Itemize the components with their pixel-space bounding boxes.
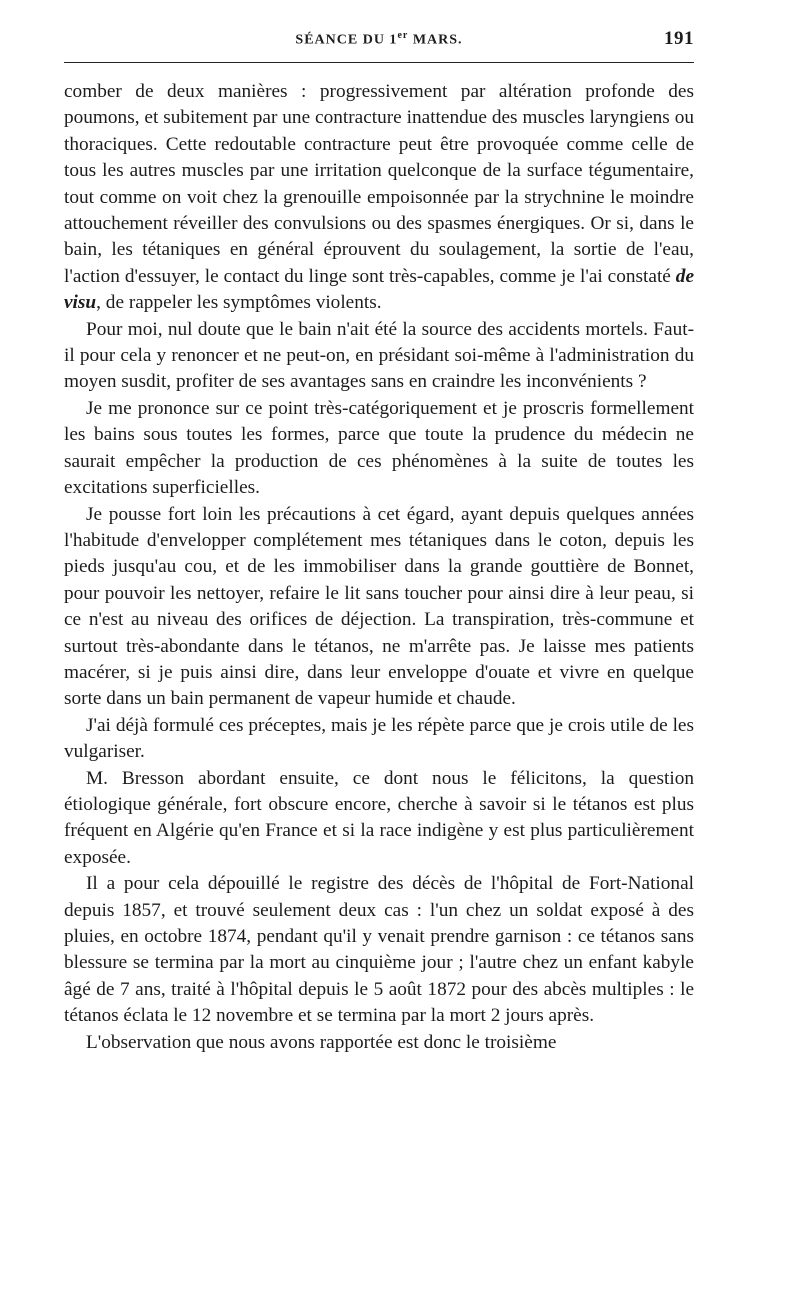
paragraph-8: L'observation que nous avons rapportée est donc le troisième [86, 1031, 557, 1053]
paragraph-5: J'ai déjà formulé ces préceptes, mais je les répète parce que je crois utile de les vulgariser. [64, 714, 694, 763]
body-text [64, 79, 694, 1056]
paragraph-4: Je pousse fort loin les précautions à cet égard, ayant depuis quelques années l'habitude d'envelopper complétement mes tétaniques dans le coton, depuis les pieds jusqu'au cou, et de les immobiliser dans la grande gouttière de Bonnet, pour pouvoir les nettoyer, refaire le lit sans toucher pour ainsi dire à leur peau, si ce n'est au niveau des orifices de déjection. La transpiration, très-commune et surtout très-abondante dans le tétanos, ne m'arrête pas. Je laisse mes patients macérer, si je puis ainsi dire, dans leur enveloppe d'ouate et vivre en quelque sorte dans un bain permanent de vapeur humide et chaude. [64, 503, 694, 710]
header-divider [64, 62, 694, 63]
paragraph-7: Il a pour cela dépouillé le registre des décès de l'hôpital de Fort-National depuis 1857, et trouvé seulement deux cas : l'un chez un soldat exposé à des pluies, en octobre 1874, pendant qu'il y venait prendre garnison : ce tétanos sans blessure se termina par la mort au cinquième jour ; l'autre chez un enfant kabyle âgé de 7 ans, traité à l'hôpital depuis le 5 août 1872 pour des abcès multiples : le tétanos éclata le 12 novembre et se termina par la mort 2 jours après. [64, 873, 694, 1027]
paragraph-6: M. Bresson abordant ensuite, ce dont nous le félicitons, la question étiologique générale, fort obscure encore, cherche à savoir si le tétanos est plus fréquent en Algérie qu'en France et si la race indigène y est plus particulièrement exposée. [64, 767, 694, 868]
running-header [64, 26, 694, 56]
page-number: 191 [664, 28, 694, 49]
paragraph-1: comber de deux manières : progressivement par altération profonde des poumons, et subitement par une contracture inattendue des muscles laryngiens ou thoraciques. Cette redoutable contracture peut être provoquée comme celle de tous les autres muscles par une irritation quelconque de la surface tégumentaire, tout comme on voit chez la grenouille empoisonnée par la strychnine le moindre attouchement réveiller des convulsions ou des spasmes énergiques. Or si, dans le bain, les tétaniques en général éprouvent du soulagement, la sortie de l'eau, l'action d'essuyer, le contact du linge sont très-capables, comme je l'ai constaté de visu, de rappeler les symptômes violents. [64, 81, 694, 314]
document-page [64, 26, 694, 1056]
paragraph-3: Je me prononce sur ce point très-catégoriquement et je proscris formellement les bains sous toutes les formes, parce que toute la prudence du médecin ne saurait empêcher la production de ces phénomènes à la suite de toutes les excitations superficielles. [64, 397, 694, 499]
paragraph-2: Pour moi, nul doute que le bain n'ait été la source des accidents mortels. Faut-il pour cela y renoncer et ne peut-on, en présidant soi-même à l'administration du moyen susdit, profiter de ses avantages sans en craindre les inconvénients ? [64, 318, 694, 393]
header-title: SÉANCE DU 1er MARS. [295, 30, 463, 48]
